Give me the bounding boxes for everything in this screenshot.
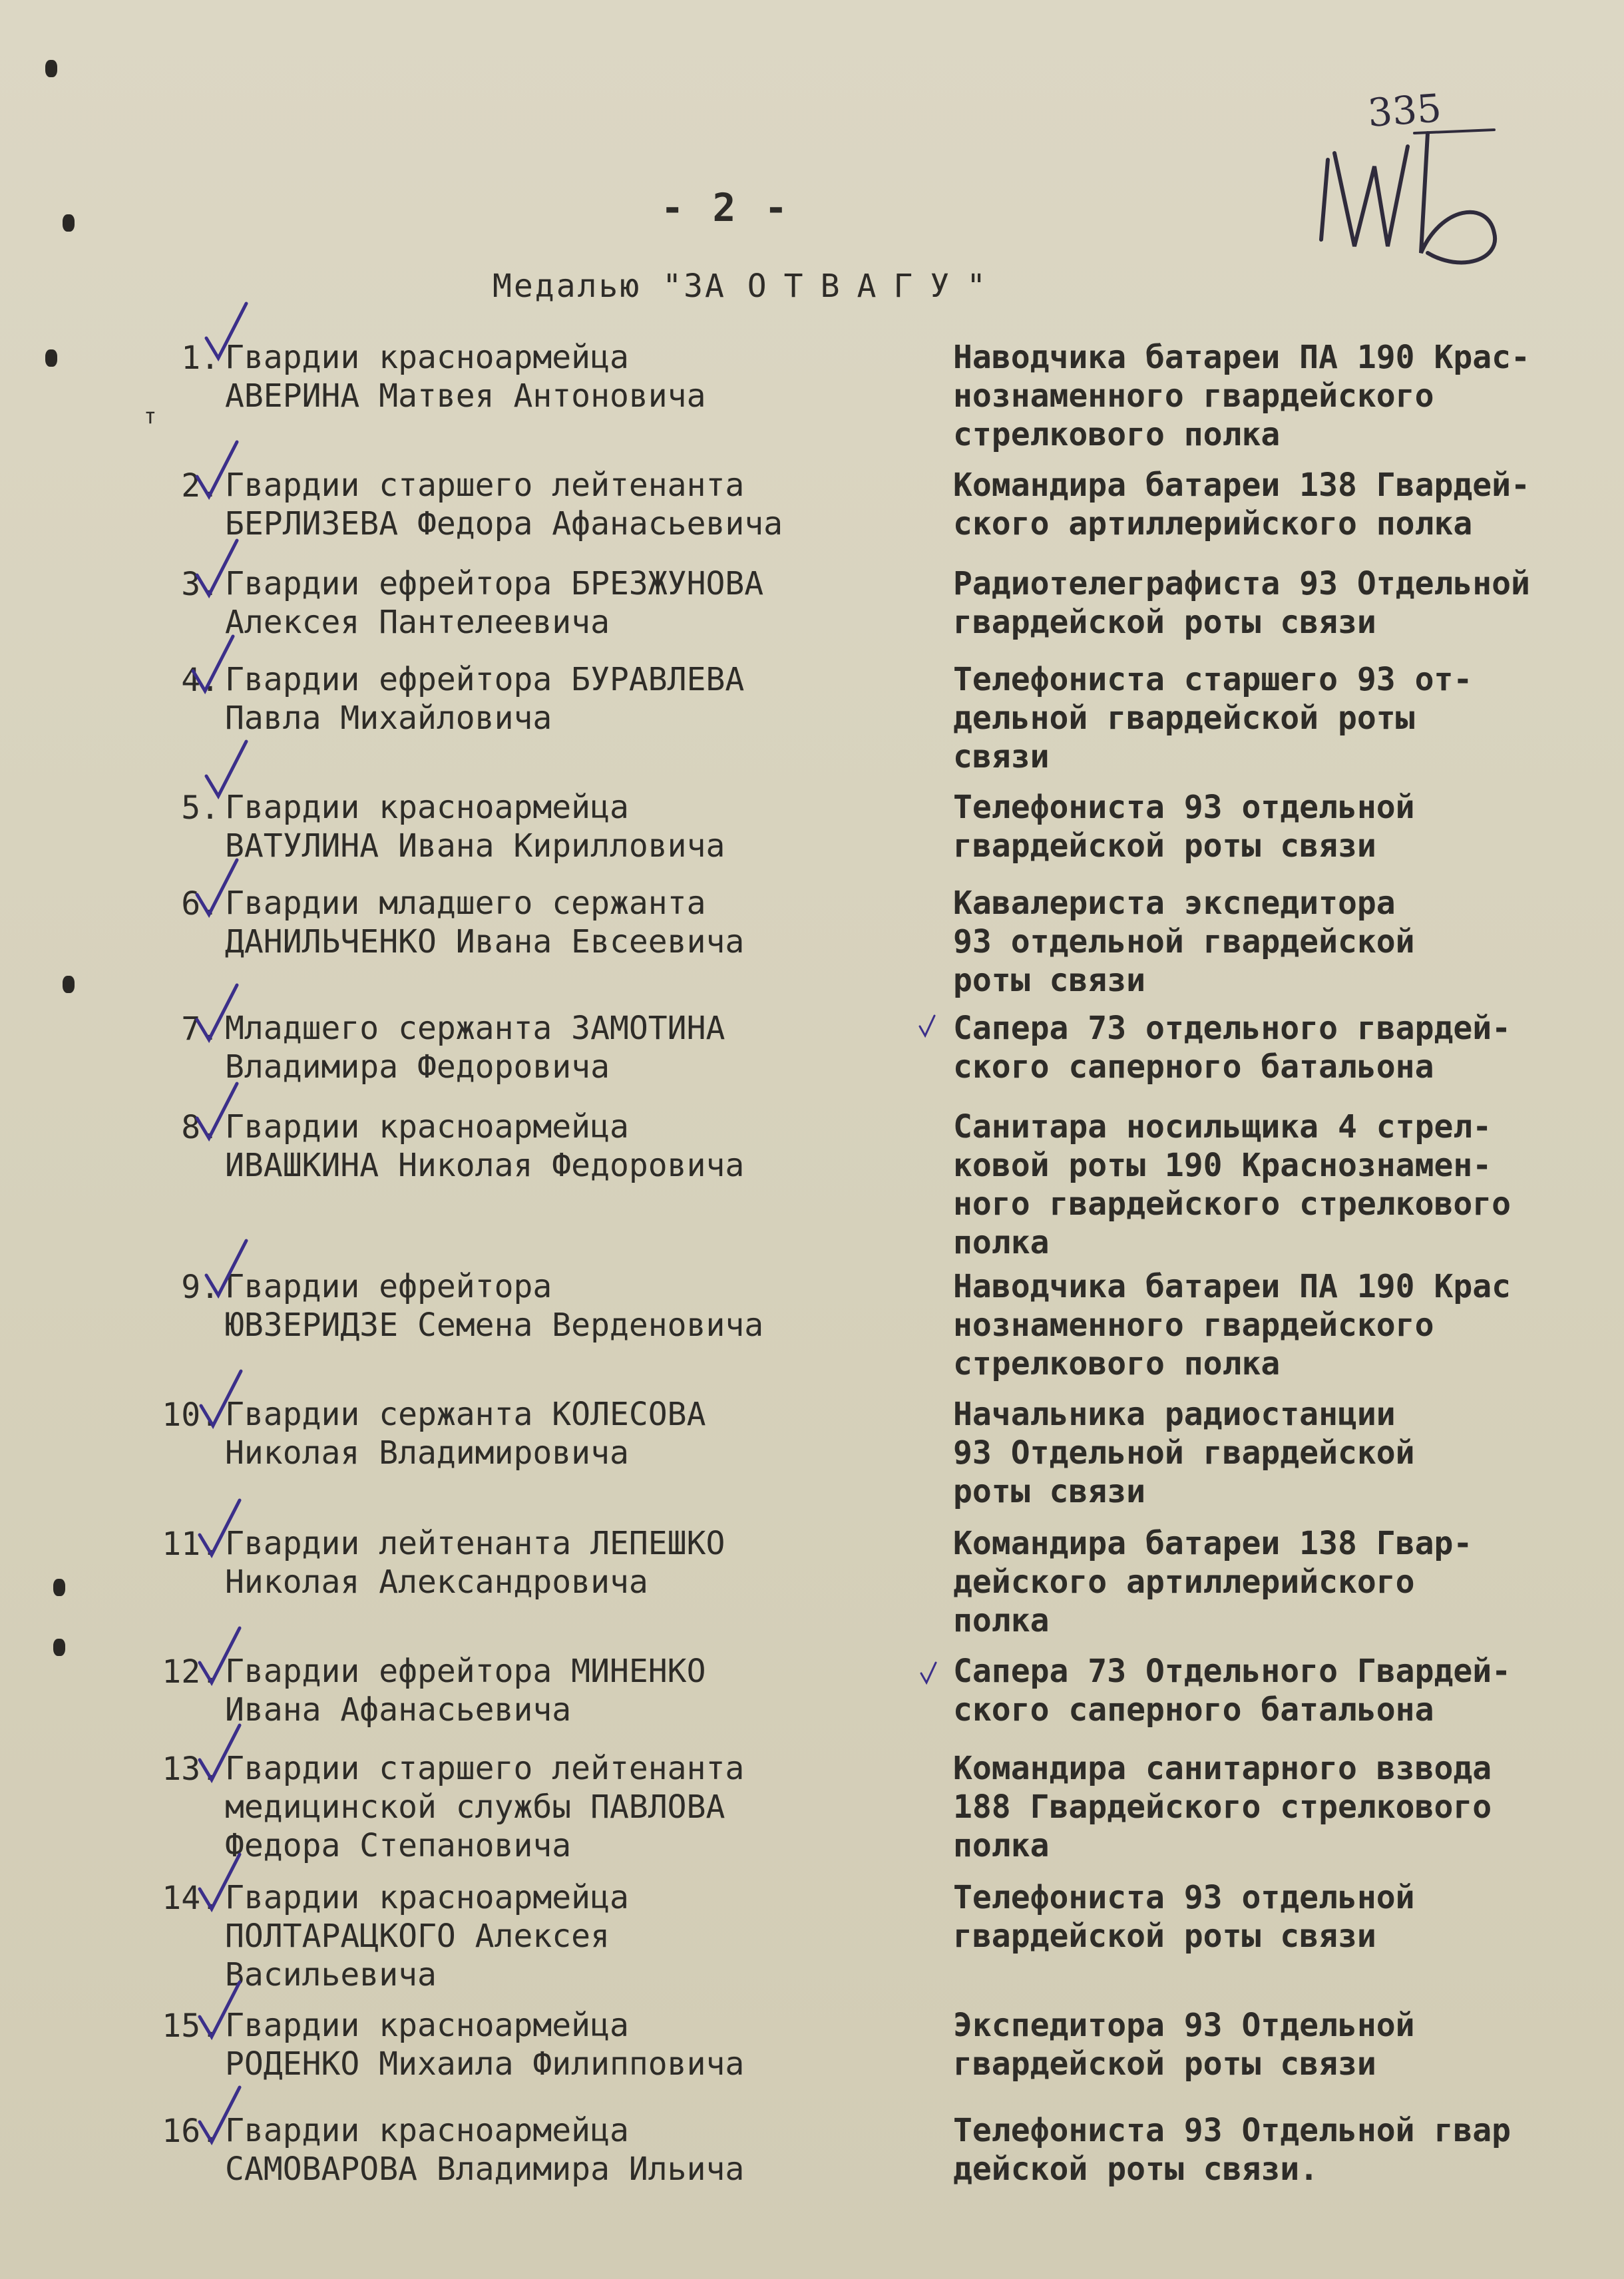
- check-mark-icon: [193, 1495, 246, 1561]
- entry-name: Гвардии красноармейца РОДЕНКО Михаила Филипповича: [225, 2007, 745, 2083]
- entry-position: Кавалериста экспедитора 93 отдельной гвардейской роты связи: [953, 885, 1415, 999]
- entry-number: 9.: [181, 1269, 220, 1306]
- entry-number: 6.: [181, 885, 220, 923]
- check-mark-icon: [193, 1977, 246, 2043]
- entry-position: Телефониста 93 Отдельной гвар дейской роты связи.: [953, 2112, 1512, 2188]
- check-mark-icon: [193, 1623, 246, 1689]
- punch-hole: [53, 1639, 65, 1656]
- title-award-word: ОТВАГУ: [747, 268, 967, 305]
- entry-position: Санитара носильщика 4 стрел- ковой роты 190 Краснознамен- ного гвардейского стрелкового полка: [953, 1108, 1512, 1261]
- entry-position: Телефониста 93 отдельной гвардейской роты связи: [953, 1879, 1415, 1955]
- check-mark-icon: [200, 1235, 253, 1302]
- entry-name: Младшего сержанта ЗАМОТИНА Владимира Федоровича: [225, 1010, 725, 1086]
- stray-mark: т: [144, 403, 157, 429]
- check-mark-icon: [200, 736, 253, 803]
- entry-name: Гвардии красноармейца АВЕРИНА Матвея Антоновича: [225, 339, 706, 415]
- check-mark-icon: [190, 535, 244, 602]
- entry-position: Телефониста старшего 93 от- дельной гвардейской роты связи: [953, 661, 1473, 775]
- check-mark-icon: [194, 1366, 248, 1432]
- entry-name: Гвардии ефрейтора ЮВЗЕРИДЗЕ Семена Верденовича: [225, 1268, 764, 1344]
- entry-number: 11.: [162, 1526, 220, 1563]
- entry-position: Телефониста 93 отдельной гвардейской роты связи: [953, 789, 1415, 865]
- entry-name: Гвардии красноармейца ВАТУЛИНА Ивана Кирилловича: [225, 789, 725, 865]
- award-title: [493, 268, 988, 305]
- check-mark-icon: [190, 437, 244, 503]
- entry-number: 7.: [181, 1010, 220, 1048]
- entry-number: 15.: [162, 2007, 220, 2045]
- entry-position: Сапера 73 отдельного гвардей- ского саперного батальона: [953, 1010, 1512, 1086]
- check-mark-icon: [193, 1720, 246, 1786]
- check-mark-icon: [186, 631, 240, 698]
- entry-position: Начальника радиостанции 93 Отдельной гвардейской роты связи: [953, 1396, 1415, 1510]
- check-mark-icon: [190, 980, 244, 1046]
- entry-name: Гвардии старшего лейтенанта медицинской службы ПАВЛОВА Федора Степановича: [225, 1750, 745, 1864]
- entry-name: Гвардии красноармейца ИВАШКИНА Николая Федоровича: [225, 1108, 745, 1184]
- title-prefix: Медалью "ЗА: [493, 268, 747, 305]
- page-number: - 2 -: [660, 185, 791, 230]
- check-mark-icon: [190, 855, 244, 921]
- entry-position: Наводчика батареи ПА 190 Крас нознаменного гвардейского стрелкового полка: [953, 1268, 1512, 1382]
- entry-name: Гвардии красноармейца САМОВАРОВА Владимира Ильича: [225, 2112, 745, 2188]
- punch-hole: [63, 976, 75, 993]
- entry-name: Гвардии лейтенанта ЛЕПЕШКО Николая Александровича: [225, 1525, 725, 1601]
- entry-position: Радиотелеграфиста 93 Отдельной гвардейской роты связи: [953, 565, 1530, 641]
- entry-number: 1.: [181, 339, 220, 377]
- punch-hole: [45, 60, 57, 77]
- entry-name: Гвардии старшего лейтенанта БЕРЛИЗЕВА Федора Афанасьевича: [225, 467, 783, 542]
- handwritten-archive-mark: [1315, 120, 1514, 280]
- entry-position: Командира батареи 138 Гвардей- ского артиллерийского полка: [953, 467, 1530, 542]
- entry-position: Командира батареи 138 Гвар- дейского артиллерийского полка: [953, 1525, 1473, 1639]
- check-mark-icon: [193, 1849, 246, 1916]
- punch-hole: [53, 1579, 65, 1596]
- entry-number: 10.: [162, 1396, 220, 1434]
- entry-number: 3.: [181, 566, 220, 603]
- entry-number: 5.: [181, 789, 220, 827]
- entry-number: 12.: [162, 1653, 220, 1691]
- punch-hole: [63, 214, 75, 232]
- entry-number: 16.: [162, 2113, 220, 2150]
- entry-name: Гвардии сержанта КОЛЕСОВА Николая Владимировича: [225, 1396, 706, 1472]
- entry-number: 8.: [181, 1109, 220, 1146]
- archive-number: 335: [1366, 85, 1443, 136]
- entry-number: 14.: [162, 1880, 220, 1917]
- entry-name: Гвардии ефрейтора БРЕЗЖУНОВА Алексея Пантелеевича: [225, 565, 764, 641]
- entry-position: Наводчика батареи ПА 190 Крас- нознаменного гвардейского стрелкового полка: [953, 339, 1530, 453]
- entry-name: Гвардии младшего сержанта ДАНИЛЬЧЕНКО Ивана Евсеевича: [225, 885, 745, 960]
- entry-number: 13.: [162, 1751, 220, 1788]
- check-mark-icon: [193, 2082, 246, 2149]
- check-mark-icon: [200, 298, 253, 365]
- entry-position: Сапера 73 Отдельного Гвардей- ского саперного батальона: [953, 1653, 1512, 1729]
- entry-position: Командира санитарного взвода 188 Гвардейского стрелкового полка: [953, 1750, 1492, 1864]
- punch-hole: [45, 349, 57, 367]
- entry-number: 4.: [181, 662, 220, 699]
- check-mark-icon: [190, 1078, 244, 1145]
- entry-name: Гвардии ефрейтора МИНЕНКО Ивана Афанасьевича: [225, 1653, 706, 1729]
- title-suffix: ": [966, 268, 988, 305]
- small-check-mark-icon: [917, 1013, 937, 1040]
- entry-name: Гвардии красноармейца ПОЛТАРАЦКОГО Алексея Васильевича: [225, 1879, 629, 1993]
- entry-position: Экспедитора 93 Отдельной гвардейской роты связи: [953, 2007, 1415, 2083]
- entry-number: 2.: [181, 467, 220, 505]
- entry-name: Гвардии ефрейтора БУРАВЛЕВА Павла Михайловича: [225, 661, 745, 737]
- small-check-mark-icon: [918, 1660, 938, 1687]
